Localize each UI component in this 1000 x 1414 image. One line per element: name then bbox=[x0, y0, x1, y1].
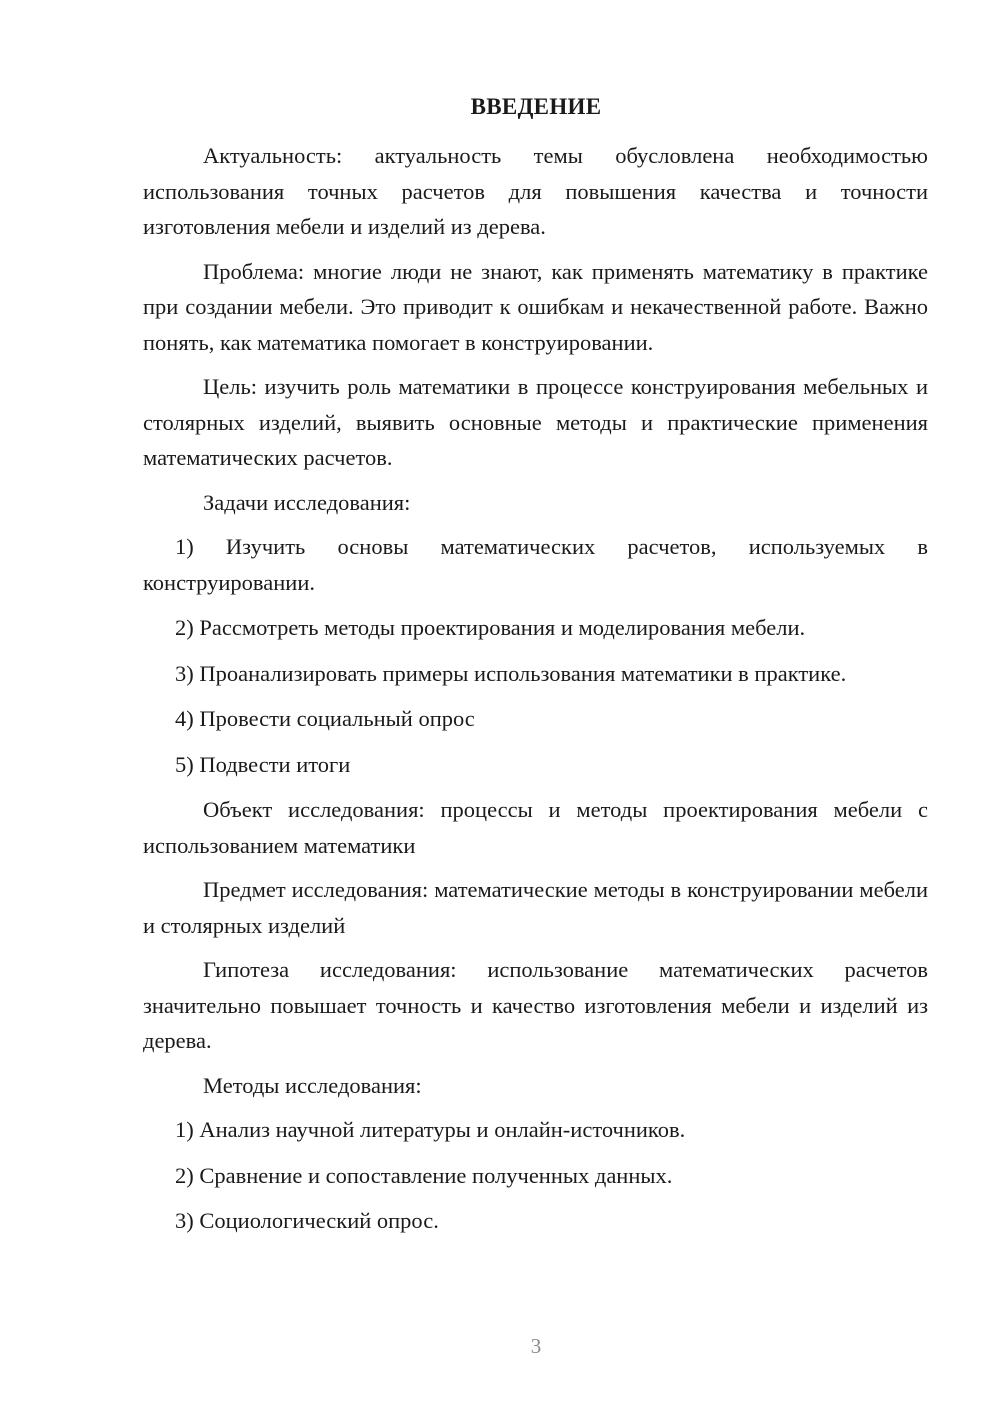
page-title: ВВЕДЕНИЕ bbox=[470, 94, 602, 119]
tasks-heading: Задачи исследования: bbox=[203, 489, 411, 515]
relevance-paragraph: Актуальность: актуальность темы обусловлена необходимостью использования точных расчетов для повышения качества и точности изготовления мебели и изделий из дерева. bbox=[143, 143, 928, 239]
hypothesis-paragraph: Гипотеза исследования: использование математических расчетов значительно повышает точность и качество изготовления мебели и изделий из дерева. bbox=[143, 957, 928, 1053]
goal-paragraph: Цель: изучить роль математики в процессе конструирования мебельных и столярных изделий, выявить основные методы и практические применения математических расчетов. bbox=[143, 374, 928, 470]
task-item: 5) Подвести итоги bbox=[175, 751, 351, 777]
methods-heading: Методы исследования: bbox=[203, 1072, 422, 1098]
object-paragraph: Объект исследования: процессы и методы проектирования мебели с использованием математики bbox=[143, 797, 928, 858]
method-item: 2) Сравнение и сопоставление полученных данных. bbox=[175, 1162, 673, 1188]
document-body bbox=[143, 138, 928, 1249]
page-number: 3 bbox=[530, 1334, 542, 1358]
task-item: 3) Проанализировать примеры использования математики в практике. bbox=[175, 660, 847, 686]
method-item: 1) Анализ научной литературы и онлайн-источников. bbox=[175, 1117, 686, 1142]
task-item: 4) Провести социальный опрос bbox=[175, 706, 475, 731]
task-item: 1) Изучить основы математических расчетов, используемых в конструировании. bbox=[143, 534, 928, 595]
subject-paragraph: Предмет исследования: математические методы в конструировании мебели и столярных изделий bbox=[143, 877, 928, 938]
method-item: 3) Социологический опрос. bbox=[175, 1208, 439, 1233]
problem-paragraph: Проблема: многие люди не знают, как применять математику в практике при создании мебели. Это приводит к ошибкам и некачественной работе. Важно понять, как математика помогает в конструировании. bbox=[143, 258, 928, 355]
task-item: 2) Рассмотреть методы проектирования и моделирования мебели. bbox=[175, 615, 806, 640]
